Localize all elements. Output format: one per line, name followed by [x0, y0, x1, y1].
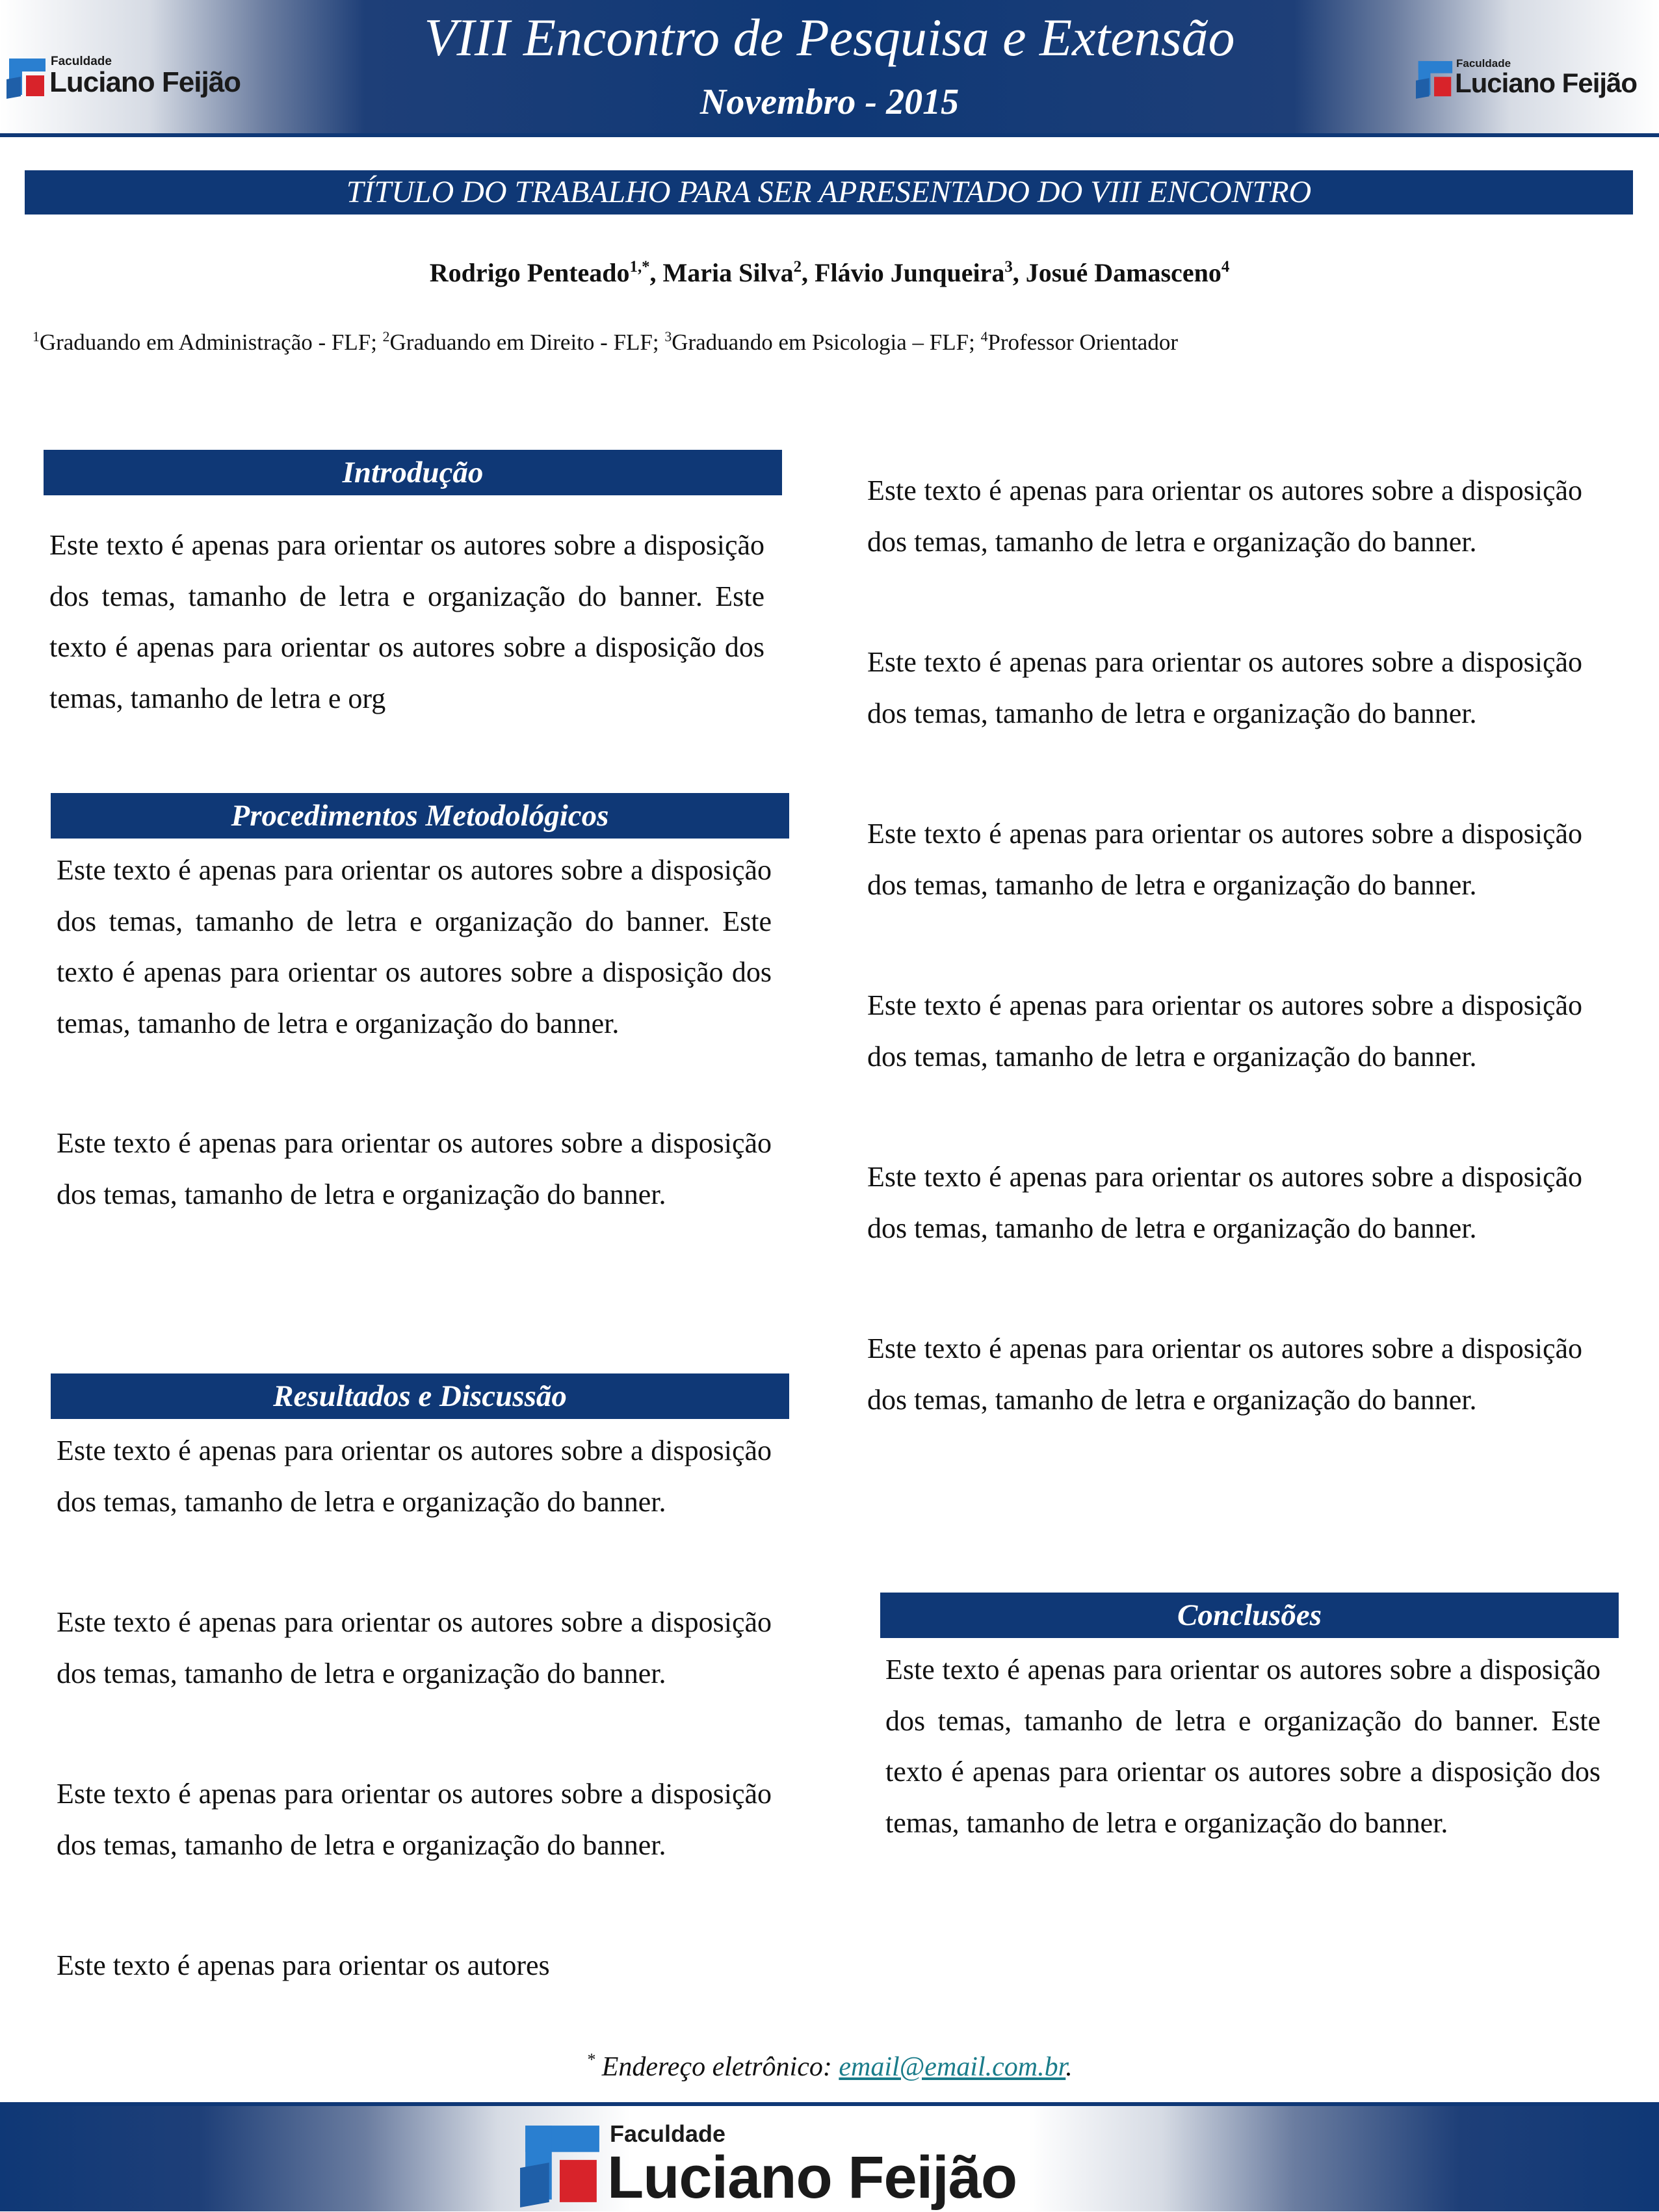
- logo-mark-icon: [520, 2123, 602, 2207]
- paragraph-resultados-4: Este texto é apenas para orientar os autores: [57, 1949, 550, 1981]
- section-heading-introducao: Introdução: [44, 450, 782, 495]
- author-list: [0, 255, 1659, 295]
- paragraph-right-4: Este texto é apenas para orientar os autores sobre a disposição dos temas, tamanho de letra e organização do banner.: [867, 989, 1582, 1073]
- affiliation-mark: 3: [664, 328, 672, 345]
- paragraph-resultados-1: Este texto é apenas para orientar os autores sobre a disposição dos temas, tamanho de letra e organização do banner.: [57, 1435, 772, 1518]
- logo-small-text: Faculdade: [610, 2120, 726, 2147]
- logo-mark-icon: [1416, 60, 1454, 99]
- paragraph-procedimentos-1: Este texto é apenas para orientar os autores sobre a disposição dos temas, tamanho de letra e organização do banner. Este texto é apenas para orientar os autores sobre a disposição dos temas, tamanho de letra e organização do banner.: [57, 854, 772, 1039]
- section-heading-conclusoes: Conclusões: [880, 1593, 1619, 1638]
- affiliation-mark: 1: [33, 328, 40, 345]
- logo-big-text: Luciano Feijão: [607, 2144, 1017, 2211]
- header-rule: [0, 133, 1659, 137]
- author-name: Maria Silva: [662, 258, 794, 287]
- logo-big-text: Luciano Feijão: [49, 66, 241, 98]
- event-date: Novembro - 2015: [699, 82, 960, 122]
- paragraph-introducao: Este texto é apenas para orientar os autores sobre a disposição dos temas, tamanho de letra e organização do banner. Este texto é apenas para orientar os autores sobre a disposição dos temas, tamanho de letra e org: [49, 529, 764, 714]
- author-separator: ,: [1012, 258, 1026, 287]
- author-mark: 3: [1004, 258, 1013, 276]
- paragraph-procedimentos-2: Este texto é apenas para orientar os autores sobre a disposição dos temas, tamanho de letra e organização do banner.: [57, 1127, 772, 1210]
- author-name: Josué Damasceno: [1025, 258, 1221, 287]
- paragraph-conclusoes: Este texto é apenas para orientar os autores sobre a disposição dos temas, tamanho de letra e organização do banner. Este texto é apenas para orientar os autores sobre a disposição dos temas, tamanho de letra e organização do banner.: [885, 1654, 1600, 1839]
- paragraph-right-6: Este texto é apenas para orientar os autores sobre a disposição dos temas, tamanho de letra e organização do banner.: [867, 1333, 1582, 1416]
- email-end: .: [1065, 2052, 1073, 2082]
- paragraph-resultados-2: Este texto é apenas para orientar os autores sobre a disposição dos temas, tamanho de letra e organização do banner.: [57, 1606, 772, 1689]
- contact-note: [0, 2048, 1659, 2090]
- logo-top-right: [1416, 56, 1653, 101]
- affiliation-mark: 4: [980, 328, 988, 345]
- paragraph-resultados-3: Este texto é apenas para orientar os autores sobre a disposição dos temas, tamanho de letra e organização do banner.: [57, 1778, 772, 1861]
- footnote-mark: *: [586, 2050, 595, 2070]
- paragraph-right-5: Este texto é apenas para orientar os autores sobre a disposição dos temas, tamanho de letra e organização do banner.: [867, 1161, 1582, 1244]
- logo-top-left: [7, 52, 260, 101]
- affiliations: [33, 326, 1178, 361]
- affiliation-mark: 2: [382, 328, 390, 345]
- logo-small-text: Faculdade: [51, 55, 112, 68]
- logo-mark-icon: [7, 57, 47, 99]
- author-separator: ,: [802, 258, 815, 287]
- author-name: Flávio Junqueira: [815, 258, 1005, 287]
- email-label: Endereço eletrônico:: [595, 2052, 839, 2082]
- email-link[interactable]: email@email.com.br: [839, 2052, 1066, 2082]
- logo-small-text: Faculdade: [1456, 57, 1511, 70]
- author-mark: 2: [793, 258, 802, 276]
- section-heading-resultados: Resultados e Discussão: [51, 1373, 789, 1419]
- event-title: VIII Encontro de Pesquisa e Extensão: [424, 8, 1235, 67]
- paragraph-right-1: Este texto é apenas para orientar os autores sobre a disposição dos temas, tamanho de letra e organização do banner.: [867, 475, 1582, 558]
- author-mark: 4: [1221, 258, 1230, 276]
- paragraph-right-3: Este texto é apenas para orientar os autores sobre a disposição dos temas, tamanho de letra e organização do banner.: [867, 818, 1582, 901]
- work-title: TÍTULO DO TRABALHO PARA SER APRESENTADO DO VIII ENCONTRO: [25, 170, 1633, 215]
- affiliation-item: Professor Orientador: [987, 330, 1178, 355]
- affiliation-item: Graduando em Direito - FLF;: [389, 330, 665, 355]
- logo-big-text: Luciano Feijão: [1455, 68, 1638, 98]
- logo-bottom-center: [520, 2120, 1040, 2211]
- affiliation-item: Graduando em Administração - FLF;: [39, 330, 383, 355]
- author-name: Rodrigo Penteado: [429, 258, 630, 287]
- paragraph-right-2: Este texto é apenas para orientar os autores sobre a disposição dos temas, tamanho de letra e organização do banner.: [867, 646, 1582, 729]
- affiliation-item: Graduando em Psicologia – FLF;: [672, 330, 981, 355]
- author-separator: ,: [649, 258, 663, 287]
- author-mark: 1,*: [629, 258, 650, 276]
- section-heading-procedimentos: Procedimentos Metodológicos: [51, 793, 789, 839]
